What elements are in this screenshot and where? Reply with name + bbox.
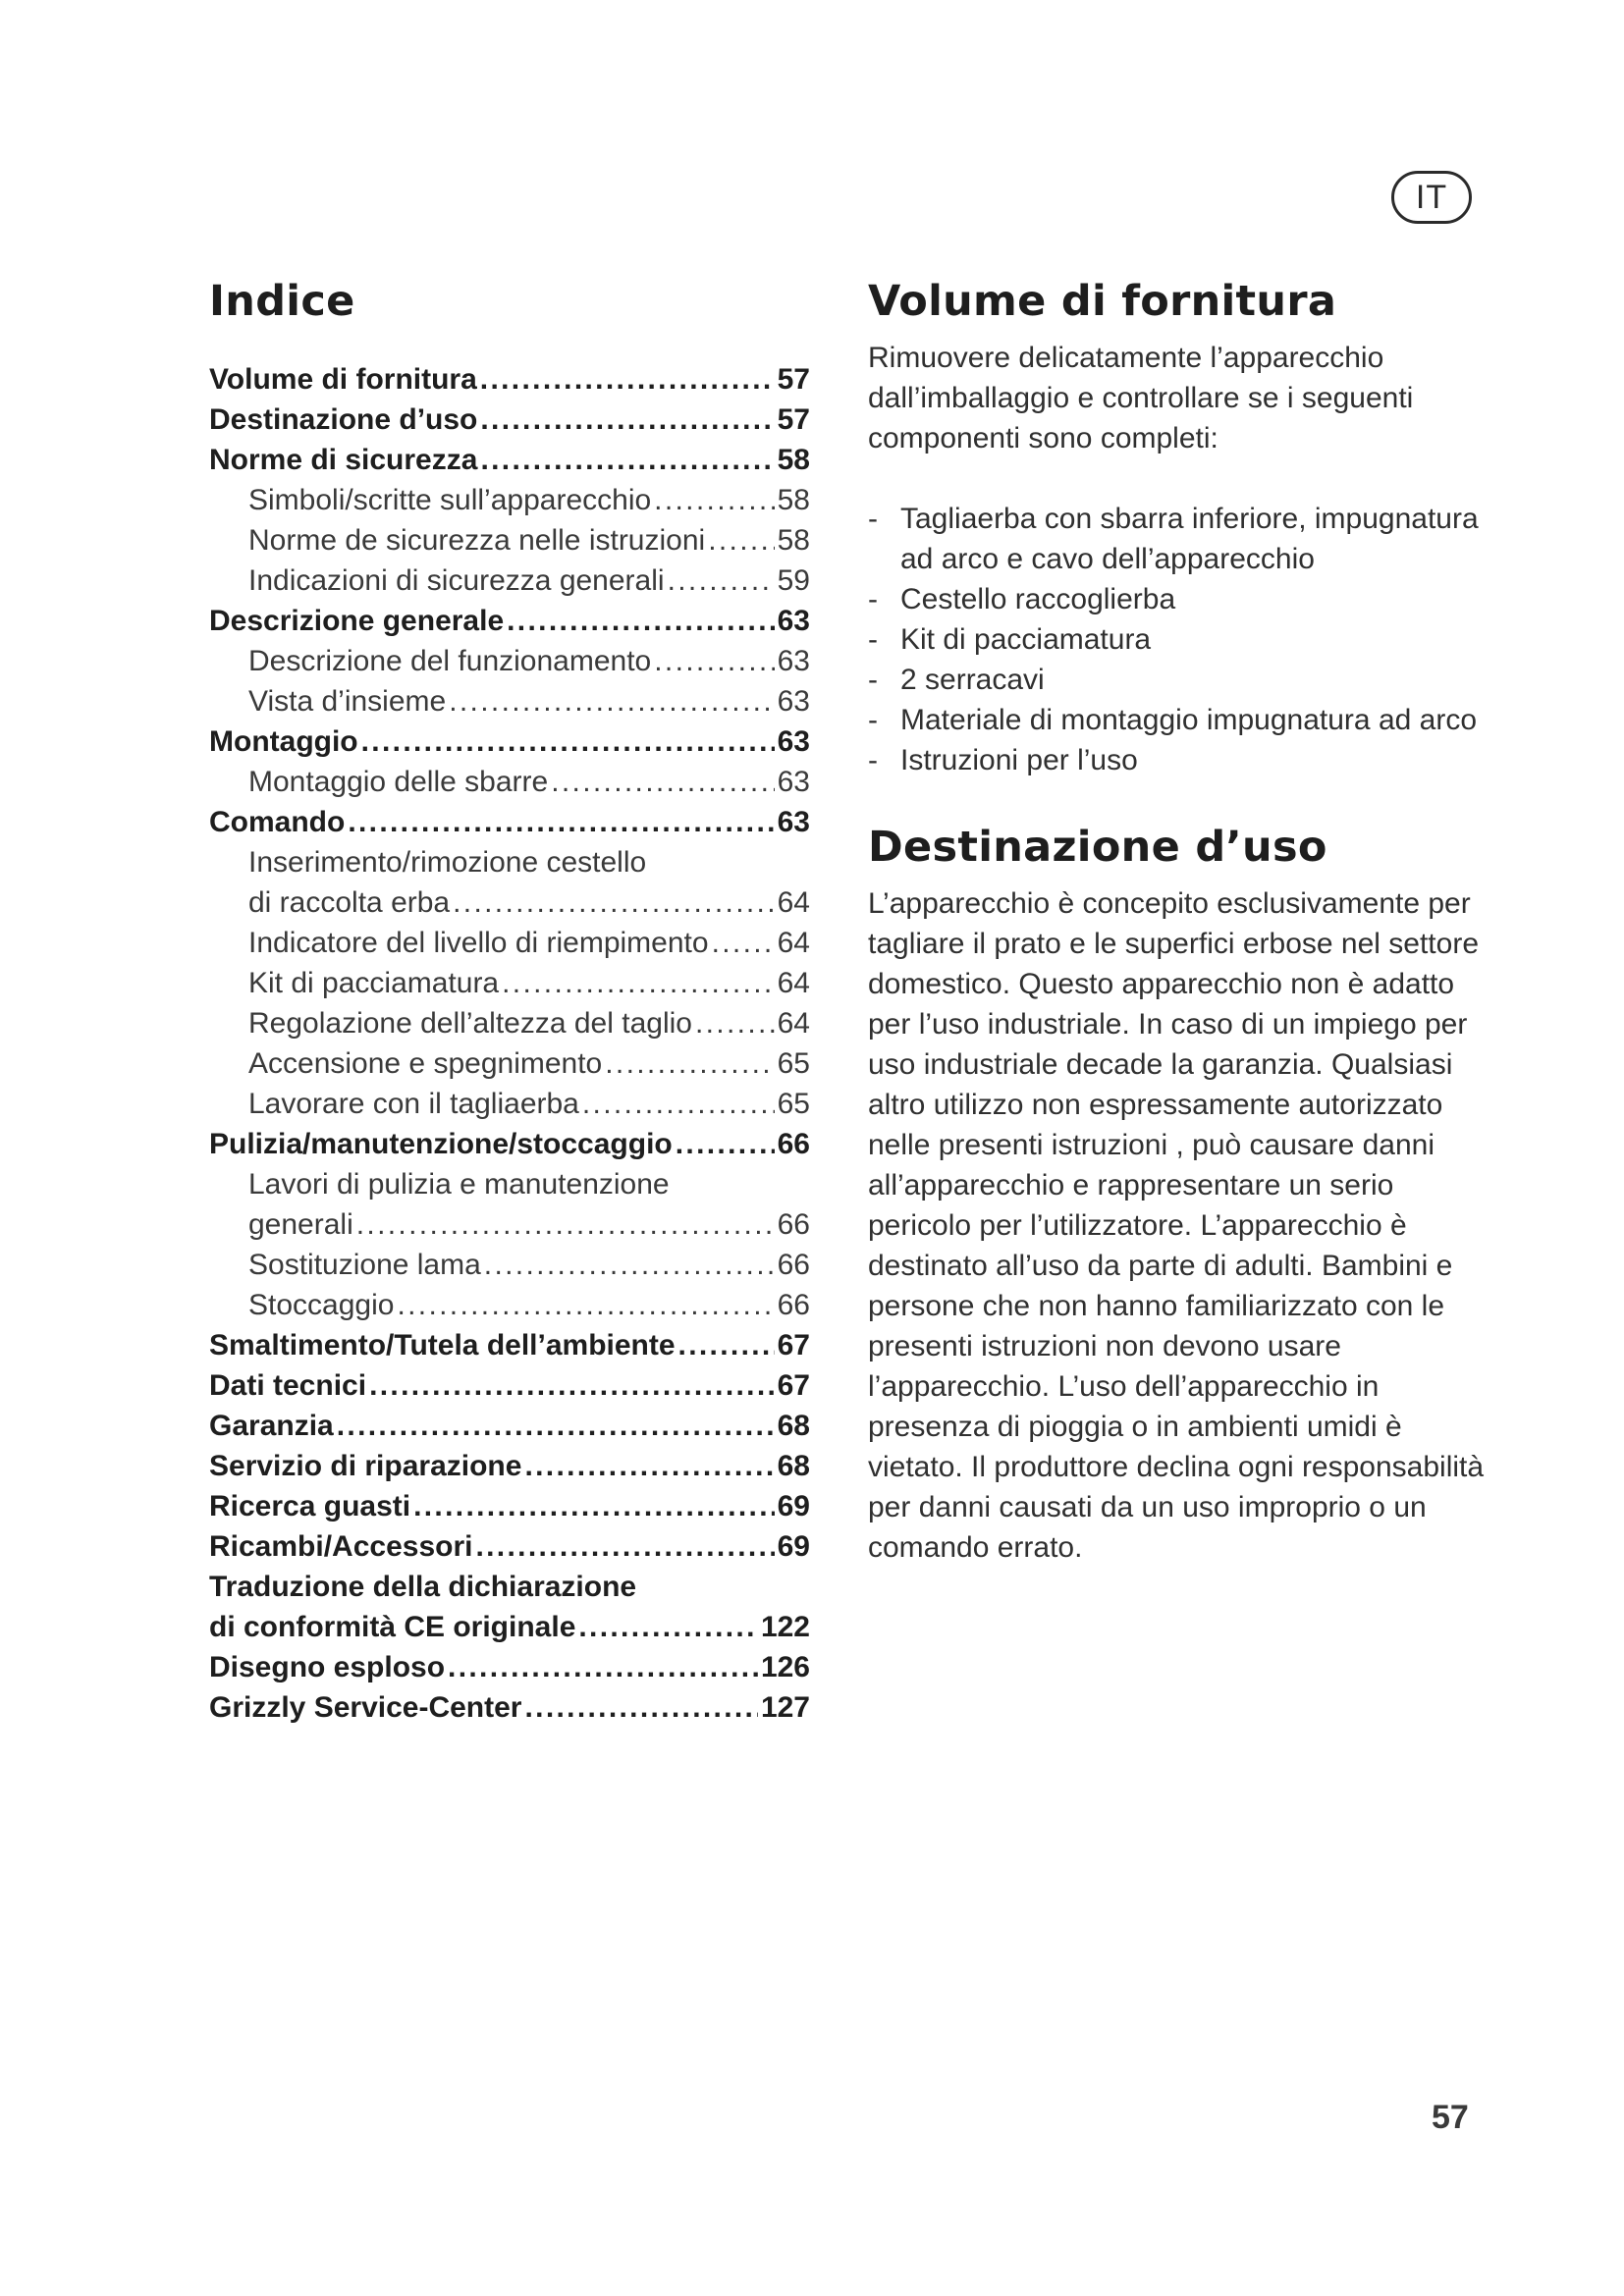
bullet-dash: -	[868, 503, 878, 535]
toc-entry[interactable]	[209, 1647, 810, 1687]
toc-entry-page: 66	[777, 1128, 810, 1160]
toc-leader-dots	[337, 1406, 775, 1446]
toc-entry[interactable]	[209, 440, 810, 480]
supply-title: Volume di fornitura	[868, 277, 1337, 326]
toc-leader-dots	[413, 1486, 775, 1526]
toc-entry[interactable]	[209, 1164, 810, 1204]
toc-entry[interactable]	[209, 1325, 810, 1365]
toc-entry-title: Sostituzione lama	[248, 1249, 481, 1281]
toc-entry[interactable]	[209, 1567, 810, 1607]
toc-entry[interactable]	[209, 601, 810, 641]
toc-entry-title: Dati tecnici	[209, 1369, 367, 1402]
toc-entry-page: 127	[760, 1691, 810, 1724]
toc-entry-page: 64	[777, 886, 810, 919]
toc-leader-dots	[678, 1325, 775, 1365]
toc-entry-title: Volume di fornitura	[209, 363, 477, 396]
table-of-contents	[209, 359, 810, 1728]
list-item	[868, 499, 1496, 579]
toc-entry[interactable]	[209, 842, 810, 882]
toc-entry[interactable]	[209, 1365, 810, 1406]
toc-entry-page: 57	[777, 403, 810, 436]
toc-entry-title: Montaggio delle sbarre	[248, 766, 549, 798]
toc-entry[interactable]	[209, 882, 810, 923]
toc-leader-dots	[480, 359, 775, 400]
list-item-text: Istruzioni per l’uso	[900, 744, 1138, 776]
toc-entry-title: Servizio di riparazione	[209, 1450, 522, 1482]
toc-entry-page: 66	[777, 1289, 810, 1321]
bullet-dash: -	[868, 664, 878, 696]
list-item-text: 2 serracavi	[900, 664, 1045, 696]
toc-entry-page: 67	[777, 1369, 810, 1402]
toc-leader-dots	[712, 923, 775, 963]
toc-entry[interactable]	[209, 681, 810, 721]
toc-leader-dots	[361, 721, 775, 762]
toc-entry-title: Simboli/scritte sull’apparecchio	[248, 484, 652, 516]
toc-leader-dots	[484, 1245, 775, 1285]
toc-entry-title: Descrizione generale	[209, 605, 505, 637]
toc-entry-page: 67	[777, 1329, 810, 1362]
toc-leader-dots	[582, 1084, 775, 1124]
list-item	[868, 660, 1496, 700]
toc-entry-page: 63	[777, 806, 810, 838]
toc-entry-title: Kit di pacciamatura	[248, 967, 500, 999]
toc-entry-title: Indicatore del livello di riempimento	[248, 927, 709, 959]
toc-entry-title: Ricerca guasti	[209, 1490, 411, 1522]
toc-entry-page: 63	[777, 725, 810, 758]
toc-entry[interactable]	[209, 520, 810, 561]
toc-leader-dots	[397, 1285, 774, 1325]
toc-leader-dots	[480, 400, 774, 440]
toc-leader-dots	[475, 1526, 774, 1567]
index-title: Indice	[209, 277, 355, 326]
intended-use-text: L’apparecchio è concepito esclusivamente per tagliare il prato e le superfici erbose nel settore domestico. Questo apparecchio non è adatto per l’uso industriale. In caso di un impiego per uso industriale decade la garanzia. Qualsiasi altro utilizzo non espressamente autorizzato nelle presenti istruzioni , può causare danni all’apparecchio e rappresentare un serio pericolo per l’utilizzatore. L’apparecchio è destinato all’uso da parte di adulti. Bambini e persone che non hanno familiarizzato con le presenti istruzioni non devono usare l’apparecchio. L’uso dell’apparecchio in presenza di pioggia o in ambienti umidi è vietato. Il produttore declina ogni responsabilità per danni causati da un uso improprio o un comando errato.	[868, 887, 1485, 1564]
toc-entry[interactable]	[209, 400, 810, 440]
list-item-text: Kit di pacciamatura	[900, 623, 1152, 656]
toc-entry-page: 57	[777, 363, 810, 396]
list-item-text: Cestello raccoglierba	[900, 583, 1176, 615]
toc-leader-dots	[551, 762, 774, 802]
list-item	[868, 579, 1496, 619]
toc-entry-title: Garanzia	[209, 1410, 334, 1442]
toc-entry-page: 63	[777, 685, 810, 718]
toc-entry-title: Ricambi/Accessori	[209, 1530, 473, 1563]
toc-entry[interactable]	[209, 641, 810, 681]
toc-entry-page: 68	[777, 1450, 810, 1482]
toc-entry[interactable]	[209, 1285, 810, 1325]
toc-entry[interactable]	[209, 1084, 810, 1124]
toc-entry-page: 58	[777, 524, 810, 557]
bullet-dash: -	[868, 704, 878, 736]
toc-leader-dots	[654, 480, 774, 520]
toc-entry-title: Descrizione del funzionamento	[248, 645, 652, 677]
toc-leader-dots	[502, 963, 775, 1003]
toc-entry-page: 63	[777, 766, 810, 798]
toc-leader-dots	[348, 802, 774, 842]
toc-entry-title: Grizzly Service-Center	[209, 1691, 522, 1724]
toc-entry[interactable]	[209, 762, 810, 802]
toc-entry-title: Disegno esploso	[209, 1651, 446, 1683]
toc-leader-dots	[524, 1446, 774, 1486]
list-item	[868, 700, 1496, 740]
toc-entry[interactable]	[209, 480, 810, 520]
content-column	[868, 265, 1496, 1568]
toc-entry-title: Norme de sicurezza nelle istruzioni	[248, 524, 706, 557]
toc-entry[interactable]	[209, 1043, 810, 1084]
bullet-dash: -	[868, 583, 878, 615]
toc-entry-title: Traduzione della dichiarazione	[209, 1571, 637, 1603]
toc-entry-title: Smaltimento/Tutela dell’ambiente	[209, 1329, 676, 1362]
toc-entry-title: Indicazioni di sicurezza generali	[248, 564, 665, 597]
toc-leader-dots	[507, 601, 774, 641]
toc-entry-page: 58	[777, 444, 810, 476]
toc-entry-page: 64	[777, 967, 810, 999]
language-badge: IT	[1391, 171, 1472, 224]
bullet-dash: -	[868, 623, 878, 656]
list-item-text: Tagliaerba con sbarra inferiore, impugnatura ad arco e cavo dell’apparecchio	[900, 503, 1479, 575]
supply-intro: Rimuovere delicatamente l’apparecchio dall’imballaggio e controllare se i seguenti componenti sono completi:	[868, 342, 1414, 454]
toc-entry-title: Inserimento/rimozione cestello	[248, 846, 647, 879]
toc-entry[interactable]	[209, 1486, 810, 1526]
toc-leader-dots	[668, 561, 775, 601]
toc-entry-page: 63	[777, 645, 810, 677]
toc-leader-dots	[453, 882, 775, 923]
toc-entry-title: Montaggio	[209, 725, 358, 758]
bullet-dash: -	[868, 744, 878, 776]
toc-entry-page: 63	[777, 605, 810, 637]
toc-entry[interactable]	[209, 1245, 810, 1285]
list-item	[868, 619, 1496, 660]
toc-entry-title: Norme di sicurezza	[209, 444, 478, 476]
page-number: 57	[1432, 2099, 1469, 2136]
toc-entry-title: Vista d’insieme	[248, 685, 447, 718]
toc-entry-page: 66	[777, 1249, 810, 1281]
toc-entry[interactable]	[209, 802, 810, 842]
toc-entry-title: Lavorare con il tagliaerba	[248, 1088, 579, 1120]
toc-entry[interactable]	[209, 923, 810, 963]
toc-entry[interactable]	[209, 561, 810, 601]
toc-entry-title: Stoccaggio	[248, 1289, 395, 1321]
toc-entry[interactable]	[209, 721, 810, 762]
toc-entry-title: Comando	[209, 806, 346, 838]
toc-entry-title: Pulizia/manutenzione/stoccaggio	[209, 1128, 673, 1160]
toc-entry[interactable]	[209, 359, 810, 400]
toc-entry-page: 65	[777, 1088, 810, 1120]
toc-entry-title: di conformità CE originale	[209, 1611, 576, 1643]
toc-leader-dots	[605, 1043, 774, 1084]
toc-entry-title: Lavori di pulizia e manutenzione	[248, 1168, 670, 1201]
supply-list	[868, 499, 1496, 780]
list-item-text: Materiale di montaggio impugnatura ad arco	[900, 704, 1478, 736]
toc-leader-dots	[449, 681, 774, 721]
toc-entry[interactable]	[209, 1526, 810, 1567]
toc-leader-dots	[654, 641, 774, 681]
toc-entry-title: Destinazione d’uso	[209, 403, 478, 436]
toc-entry-page: 69	[777, 1490, 810, 1522]
toc-leader-dots	[708, 520, 774, 561]
toc-entry-page: 126	[760, 1651, 810, 1683]
toc-leader-dots	[578, 1607, 758, 1647]
toc-entry[interactable]	[209, 1687, 810, 1728]
toc-leader-dots	[448, 1647, 758, 1687]
index-column	[209, 265, 810, 1728]
toc-entry-page: 66	[777, 1208, 810, 1241]
list-item	[868, 740, 1496, 780]
toc-entry-page: 59	[777, 564, 810, 597]
toc-entry[interactable]	[209, 1124, 810, 1164]
toc-entry[interactable]	[209, 1406, 810, 1446]
toc-entry[interactable]	[209, 1607, 810, 1647]
toc-leader-dots	[369, 1365, 775, 1406]
toc-entry-title: Regolazione dell’altezza del taglio	[248, 1007, 692, 1040]
toc-entry[interactable]	[209, 1003, 810, 1043]
toc-entry-title: Accensione e spegnimento	[248, 1047, 603, 1080]
toc-entry-title: di raccolta erba	[248, 886, 451, 919]
toc-entry-page: 64	[777, 927, 810, 959]
toc-entry-page: 122	[760, 1611, 810, 1643]
toc-leader-dots	[676, 1124, 775, 1164]
intended-use-title: Destinazione d’uso	[868, 823, 1327, 872]
toc-entry-page: 65	[777, 1047, 810, 1080]
toc-leader-dots	[480, 440, 774, 480]
toc-entry-page: 58	[777, 484, 810, 516]
toc-entry[interactable]	[209, 963, 810, 1003]
toc-leader-dots	[695, 1003, 775, 1043]
toc-entry-page: 69	[777, 1530, 810, 1563]
toc-entry[interactable]	[209, 1204, 810, 1245]
toc-leader-dots	[356, 1204, 775, 1245]
toc-entry[interactable]	[209, 1446, 810, 1486]
toc-entry-page: 68	[777, 1410, 810, 1442]
toc-leader-dots	[524, 1687, 757, 1728]
toc-entry-title: generali	[248, 1208, 353, 1241]
toc-entry-page: 64	[777, 1007, 810, 1040]
